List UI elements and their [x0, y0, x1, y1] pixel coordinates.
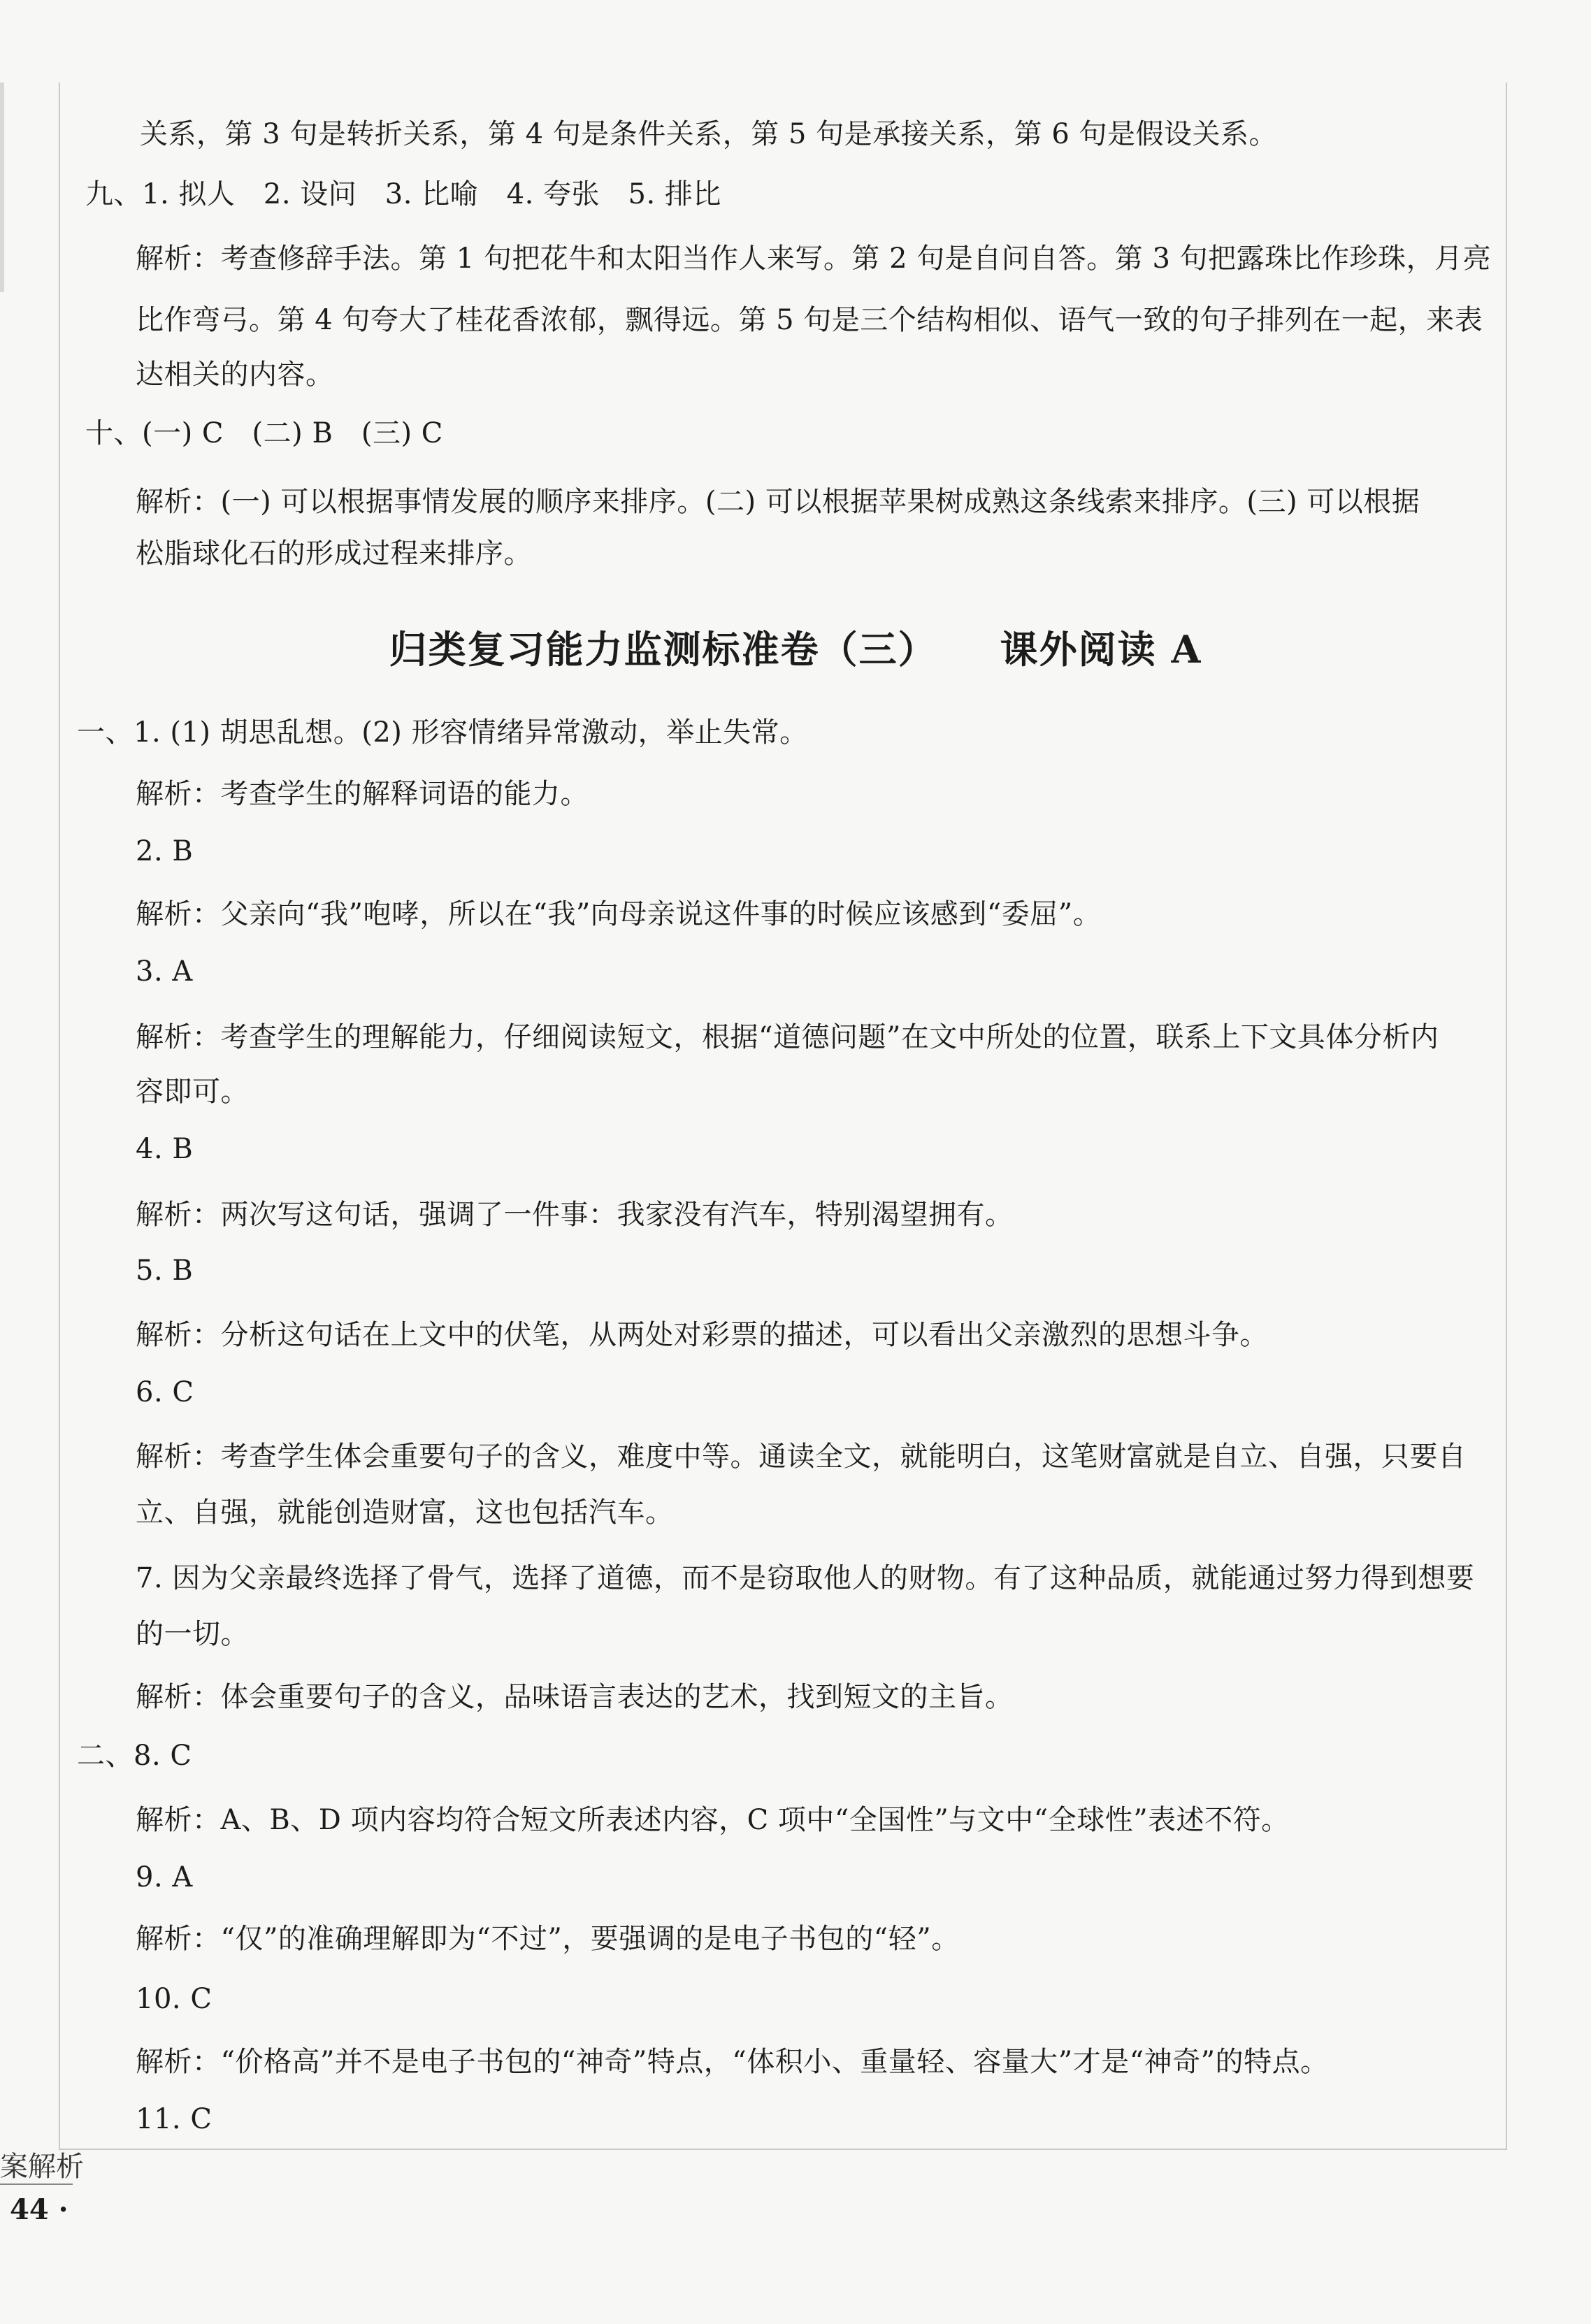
- text-line: 解析：分析这句话在上文中的伏笔，从两处对彩票的描述，可以看出父亲激烈的思想斗争。: [136, 1319, 1268, 1351]
- text-line: 7. 因为父亲最终选择了骨气，选择了道德，而不是窃取他人的财物。有了这种品质，就能通过努力得到想要: [136, 1562, 1475, 1594]
- text-line: 十、(一) C (二) B (三) C: [85, 417, 443, 449]
- text-line: 5. B: [136, 1255, 194, 1287]
- section-title: [0, 625, 1591, 674]
- text-line: 2. B: [136, 835, 194, 867]
- text-line: 解析：体会重要句子的含义，品味语言表达的艺术，找到短文的主旨。: [136, 1681, 1014, 1713]
- text-line: 解析：考查学生体会重要句子的含义，难度中等。通读全文，就能明白，这笔财富就是自立、自强，只要自: [136, 1441, 1467, 1473]
- text-line: 比作弯弓。第 4 句夸大了桂花香浓郁，飘得远。第 5 句是三个结构相似、语气一致的句子排列在一起，来表: [136, 304, 1483, 336]
- text-line: 解析：“价格高”并不是电子书包的“神奇”特点，“体积小、重量轻、容量大”才是“神奇”的特点。: [136, 2046, 1329, 2078]
- text-line: 11. C: [136, 2103, 213, 2135]
- text-line: 9. A: [136, 1861, 193, 1893]
- text-line: 松脂球化石的形成过程来排序。: [136, 537, 532, 570]
- section-title-main: 归类复习能力监测标准卷（三）: [389, 627, 937, 672]
- text-line: 关系，第 3 句是转折关系，第 4 句是条件关系，第 5 句是承接关系，第 6 句是假设关系。: [140, 118, 1278, 150]
- text-line: 立、自强，就能创造财富，这也包括汽车。: [136, 1496, 674, 1529]
- text-line: 10. C: [136, 1983, 213, 2015]
- text-line: 解析：考查学生的解释词语的能力。: [136, 778, 589, 810]
- text-line: 二、8. C: [77, 1740, 192, 1772]
- text-line: 解析：父亲向“我”咆哮，所以在“我”向母亲说这件事的时候应该感到“委屈”。: [136, 898, 1102, 930]
- text-line: 4. B: [136, 1133, 194, 1165]
- text-line: 3. A: [136, 955, 193, 988]
- left-margin-rule: [0, 82, 4, 292]
- text-line: 解析：考查学生的理解能力，仔细阅读短文，根据“道德问题”在文中所处的位置，联系上下文具体分析内: [136, 1021, 1439, 1053]
- text-line: 容即可。: [136, 1076, 249, 1108]
- text-line: 解析：(一) 可以根据事情发展的顺序来排序。(二) 可以根据苹果树成熟这条线索来排序。(三) 可以根据: [136, 486, 1420, 518]
- text-line: 6. C: [136, 1376, 194, 1408]
- text-line: 解析：“仅”的准确理解即为“不过”，要强调的是电子书包的“轻”。: [136, 1923, 960, 1955]
- text-line: 九、1. 拟人 2. 设问 3. 比喻 4. 夸张 5. 排比: [85, 178, 721, 210]
- page-number: 44 ·: [10, 2193, 69, 2226]
- footer-rule: [0, 2184, 73, 2185]
- text-line: 达相关的内容。: [136, 359, 334, 391]
- text-line: 解析：A、B、D 项内容均符合短文所表述内容，C 项中“全国性”与文中“全球性”表述不符。: [136, 1804, 1290, 1836]
- footer-label: 案解析: [0, 2151, 84, 2183]
- text-line: 的一切。: [136, 1618, 249, 1650]
- text-line: 解析：两次写这句话，强调了一件事：我家没有汽车，特别渴望拥有。: [136, 1199, 1014, 1231]
- text-line: 一、1. (1) 胡思乱想。(2) 形容情绪异常激动，举止失常。: [77, 716, 808, 749]
- section-title-sub: 课外阅读 A: [1000, 627, 1202, 672]
- text-line: 解析：考查修辞手法。第 1 句把花牛和太阳当作人来写。第 2 句是自问自答。第 3 句把露珠比作珍珠，月亮: [136, 243, 1492, 275]
